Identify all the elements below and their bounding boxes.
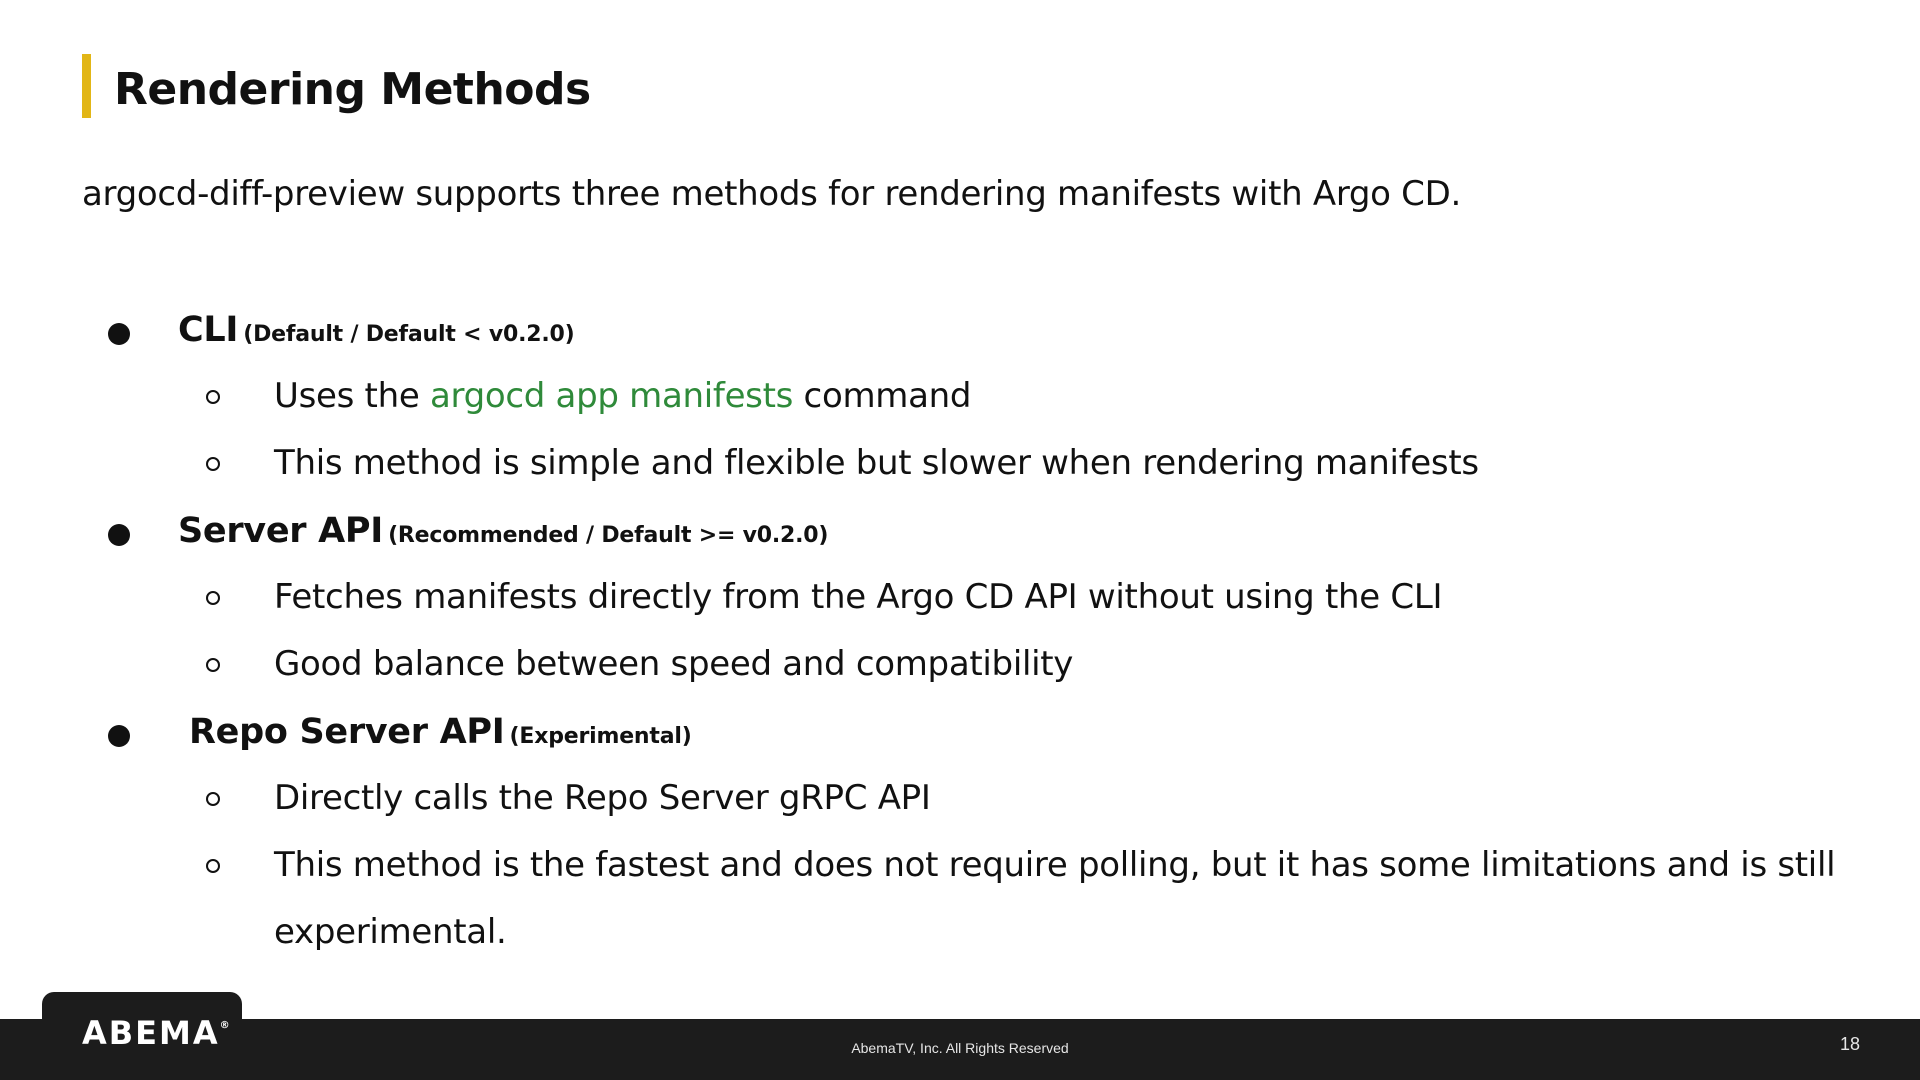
page-number: 18 <box>1839 1034 1860 1054</box>
method-server-api-point-2: Good balance between speed and compatibility <box>274 644 1074 684</box>
title-accent-bar <box>82 54 91 118</box>
method-repo-server-api-point-2-continuation: experimental. <box>274 912 507 952</box>
bullet-dot-icon <box>108 323 130 345</box>
sub-bullet-circle-icon <box>206 591 220 605</box>
slide-title: Rendering Methods <box>114 64 591 115</box>
method-repo-server-api-note: (Experimental) <box>509 724 692 749</box>
logo-text: ABEMA <box>82 1014 220 1052</box>
method-cli-heading <box>178 306 574 354</box>
method-repo-server-api-point-2: This method is the fastest and does not require polling, but it has some limitations and is still <box>274 845 1836 885</box>
copyright-text: AbemaTV, Inc. All Rights Reserved <box>851 1040 1069 1056</box>
point-text: Uses the <box>274 376 430 416</box>
method-cli-point-1 <box>274 372 971 420</box>
slide-intro: argocd-diff-preview supports three methods for rendering manifests with Argo CD. <box>82 174 1462 214</box>
code-command-highlight: argocd app manifests <box>429 376 794 416</box>
method-server-api-heading <box>178 507 828 555</box>
sub-bullet-circle-icon <box>206 859 220 873</box>
method-repo-server-api-name: Repo Server API <box>189 712 505 752</box>
point-text: command <box>793 376 972 416</box>
registered-mark: ® <box>219 1020 230 1031</box>
bullet-dot-icon <box>108 725 130 747</box>
method-cli-point-2: This method is simple and flexible but slower when rendering manifests <box>274 443 1479 483</box>
sub-bullet-circle-icon <box>206 457 220 471</box>
sub-bullet-circle-icon <box>206 390 220 404</box>
sub-bullet-circle-icon <box>206 792 220 806</box>
sub-bullet-circle-icon <box>206 658 220 672</box>
method-repo-server-api-heading <box>189 708 692 756</box>
method-cli-note: (Default / Default < v0.2.0) <box>243 322 575 347</box>
method-server-api-name: Server API <box>178 511 383 551</box>
method-server-api-point-1: Fetches manifests directly from the Argo CD API without using the CLI <box>274 577 1443 617</box>
method-cli-name: CLI <box>178 310 239 350</box>
method-repo-server-api-point-1: Directly calls the Repo Server gRPC API <box>274 778 931 818</box>
method-server-api-note: (Recommended / Default >= v0.2.0) <box>388 523 829 548</box>
bullet-dot-icon <box>108 524 130 546</box>
